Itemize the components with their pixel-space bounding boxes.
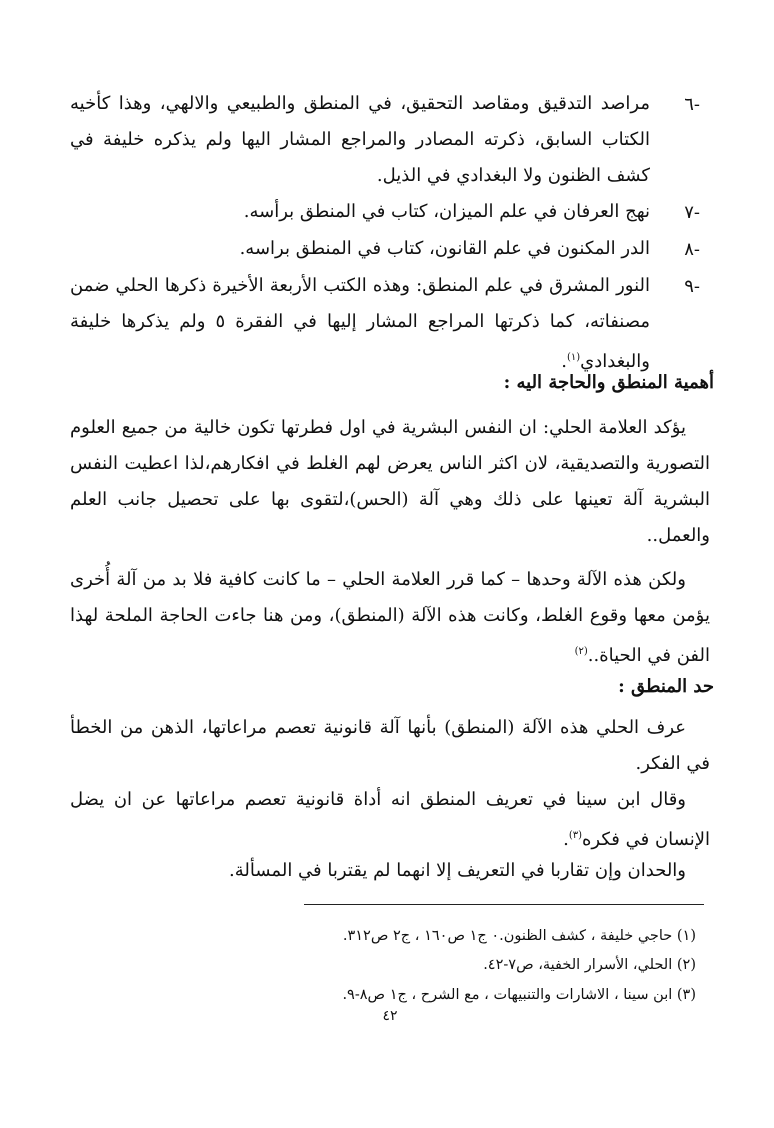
list-item: [70, 268, 700, 380]
page-number: ٤٢: [382, 1008, 398, 1024]
footnote: (٣) ابن سينا ، الاشارات والتنبيهات ، مع الشرح ، ج١ ص٨-٩.: [342, 987, 696, 1003]
paragraph: [70, 562, 710, 674]
paragraph: والحدان وإن تقاربا في التعريف إلا انهما لم يقتربا في المسألة.: [229, 860, 686, 881]
book-list: [70, 86, 700, 380]
punctuation: .: [563, 829, 569, 850]
list-item-text: الدر المكنون في علم القانون، كتاب في المنطق براسه.: [239, 238, 650, 259]
list-item-text: مراصد التدقيق ومقاصد التحقيق، في المنطق والطبيعي والالهي، وهذا كأخيه الكتاب السابق، ذكرته المصادر والمراجع المشار اليها ولم يذكره خليفة في كشف الظنون ولا البغدادي في الذيل.: [70, 93, 650, 186]
list-item: [70, 194, 700, 231]
paragraph: عرف الحلي هذه الآلة (المنطق) بأنها آلة قانونية تعصم مراعاتها، الذهن من الخطأ في الفكر.: [70, 717, 710, 774]
footnote: (٢) الحلي، الأسرار الخفية، ص٧-٤٢.: [483, 957, 696, 973]
footnote-marker: (١): [566, 352, 581, 363]
footnote-marker: (٣): [568, 830, 582, 841]
footnote-marker: (٢): [574, 646, 588, 657]
list-item-text: نهج العرفان في علم الميزان، كتاب في المنطق برأسه.: [243, 201, 650, 222]
list-item-number: -٩: [684, 276, 700, 297]
section-heading-importance: أهمية المنطق والحاجة اليه :: [503, 372, 714, 393]
list-item-text: [70, 268, 650, 380]
list-item-body: النور المشرق في علم المنطق: وهذه الكتب الأربعة الأخيرة ذكرها الحلي ضمن مصنفاته، كما ذكرتها المراجع المشار إليها في الفقرة ٥ ولم يذكرها خليفة والبغدادي: [70, 275, 650, 372]
paragraph: [70, 782, 710, 858]
paragraph-text: وقال ابن سينا في تعريف المنطق انه أداة قانونية تعصم مراعاتها عن ان يضل الإنسان في فكره: [70, 789, 710, 850]
list-item: [70, 86, 700, 194]
paragraph-text: ولكن هذه الآلة وحدها – كما قرر العلامة الحلي – ما كانت كافية فلا بد من آلة أُخرى يؤمن معها وقوع الغلط، وكانت هذه الآلة (المنطق)، ومن هنا جاءت الحاجة الملحة لهذا الفن في الحياة..: [70, 569, 710, 666]
list-item-number: -٨: [684, 239, 700, 260]
punctuation: .: [561, 351, 567, 372]
section-heading-definition: حد المنطق :: [618, 676, 714, 697]
list-item-number: -٦: [684, 94, 700, 115]
list-item-number: -٧: [684, 202, 700, 223]
footnote-divider: [304, 904, 704, 905]
list-item: [70, 231, 700, 268]
footnote: (١) حاجي خليفة ، كشف الظنون.٠ ج١ ص١٦٠ ، ج٢ ص٣١٢.: [342, 928, 696, 944]
paragraph: يؤكد العلامة الحلي: ان النفس البشرية في اول فطرتها تكون خالية من جميع العلوم التصورية والتصديقية، لان اكثر الناس يعرض لهم الغلط في افكارهم،لذا اعطيت النفس البشرية آلة تعينها على ذلك وهي آلة (الحس)،لتقوى بها على تحصيل جانب العلم والعمل..: [70, 417, 710, 546]
